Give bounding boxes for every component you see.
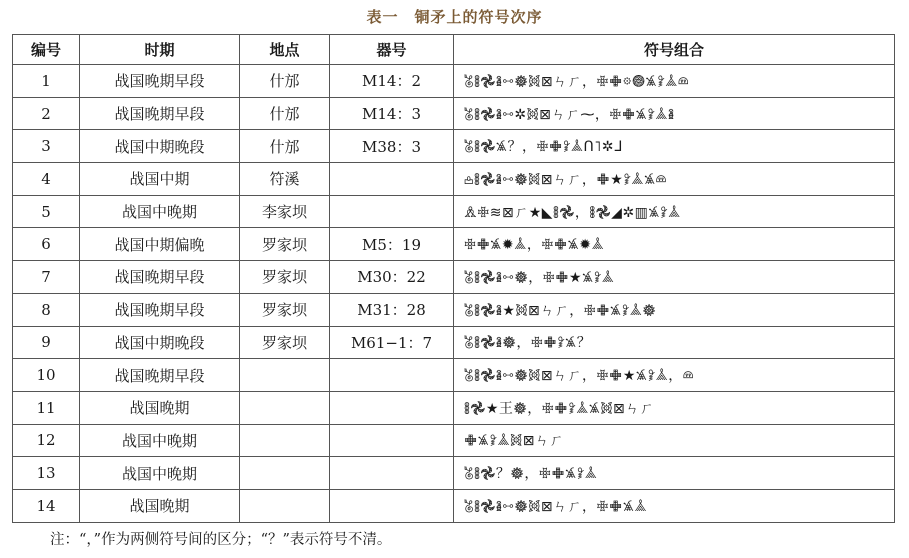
header-row: [13, 35, 895, 65]
header-period: 时期: [80, 35, 240, 65]
row-symbols: 𖡄𖢞𖣘𖡐𖢊𖣔，𖢖𖢒★𖡚𖢦𖣰: [454, 261, 895, 294]
row-item-number: [330, 391, 454, 424]
row-period: 战国晚期: [80, 391, 240, 424]
table-body: [13, 65, 895, 523]
row-place: 李家坝: [240, 195, 330, 228]
table-row: [13, 163, 895, 196]
header-place: 地点: [240, 35, 330, 65]
row-item-number: [330, 457, 454, 490]
row-place: 罗家坝: [240, 293, 330, 326]
table-caption: 表一 铜矛上的符号次序: [366, 8, 543, 26]
row-item-number: [330, 163, 454, 196]
row-item-number: M30：22: [330, 261, 454, 294]
table-row: [13, 326, 895, 359]
row-period: 战国晚期早段: [80, 359, 240, 392]
row-period: 战国中期晚段: [80, 130, 240, 163]
row-item-number: [330, 424, 454, 457]
row-symbols: 𖡄𖢞𖣘𖡐𖢊✲𖡨⊠ㄣㄏ⁓，𖢖𖢒𖡚𖢦𖣰𖡐: [454, 97, 895, 130]
row-number: 5: [13, 195, 80, 228]
row-number: 1: [13, 65, 80, 98]
table-row: [13, 65, 895, 98]
row-item-number: [330, 195, 454, 228]
row-item-number: [330, 489, 454, 522]
header-number: 编号: [13, 35, 80, 65]
row-item-number: M38：3: [330, 130, 454, 163]
row-number: 13: [13, 457, 80, 490]
row-place: [240, 359, 330, 392]
row-number: 6: [13, 228, 80, 261]
row-period: 战国中晚期: [80, 457, 240, 490]
row-place: [240, 424, 330, 457]
row-place: 罗家坝: [240, 261, 330, 294]
row-place: 符溪: [240, 163, 330, 196]
table-row: [13, 359, 895, 392]
row-symbols: 𖢞𖣘★王𖣔，𖢖𖢒𖢦𖣰𖡚𖡨⊠ㄣㄏ: [454, 391, 895, 424]
table-row: [13, 293, 895, 326]
row-symbols: 𖡄𖢞𖣘𖡐𖢊𖣔𖡨⊠ㄣㄏ，𖢖𖢒𖡚𖣰: [454, 489, 895, 522]
row-period: 战国晚期: [80, 489, 240, 522]
row-symbols: 𖡄𖢞𖣘？𖣔，𖢖𖢒𖡚𖢦𖣰: [454, 457, 895, 490]
row-number: 2: [13, 97, 80, 130]
row-place: [240, 391, 330, 424]
header-symbols: 符号组合: [454, 35, 895, 65]
row-symbols: 𖡄𖢞𖣘𖡐𖣔，𖢖𖢒𖢦𖡚？: [454, 326, 895, 359]
row-number: 4: [13, 163, 80, 196]
row-period: 战国晚期早段: [80, 65, 240, 98]
row-item-number: M14：3: [330, 97, 454, 130]
row-symbols: 𖡄𖢞𖣘𖡚？，𖢖𖢒𖢦𖣰ᑎ˥✲ᒧ: [454, 130, 895, 163]
table-row: [13, 457, 895, 490]
row-place: [240, 489, 330, 522]
row-symbols: 𖡝𖢖≋⊠ㄏ★◣𖢞𖣘，𖢞𖣘◢✲▥𖡚𖢦𖣰: [454, 195, 895, 228]
row-place: 罗家坝: [240, 326, 330, 359]
table-row: [13, 424, 895, 457]
row-place: 罗家坝: [240, 228, 330, 261]
row-item-number: M14：2: [330, 65, 454, 98]
row-period: 战国晚期早段: [80, 97, 240, 130]
row-period: 战国中晚期: [80, 195, 240, 228]
row-item-number: M31：28: [330, 293, 454, 326]
table-row: [13, 391, 895, 424]
row-item-number: M61−1：7: [330, 326, 454, 359]
row-place: [240, 457, 330, 490]
row-period: 战国中期晚段: [80, 326, 240, 359]
row-period: 战国中期: [80, 163, 240, 196]
table-row: [13, 97, 895, 130]
row-period: 战国中期偏晚: [80, 228, 240, 261]
footnote: 注：“，”作为两侧符号间的区分；“？”表示符号不清。: [50, 532, 392, 548]
row-symbols: 𖡄𖢞𖣘𖡐𖢊𖣔𖡨⊠ㄣㄏ，𖢖𖢒𖡼𖣐𖡚𖢦𖣰𖡘: [454, 65, 895, 98]
symbol-sequence-table: [12, 34, 895, 523]
row-period: 战国中晚期: [80, 424, 240, 457]
row-place: 什邡: [240, 97, 330, 130]
row-number: 8: [13, 293, 80, 326]
row-place: 什邡: [240, 130, 330, 163]
row-period: 战国晚期早段: [80, 261, 240, 294]
row-symbols: 𖢖𖢒𖡚✹𖣰，𖢖𖢒𖡚✹𖣰: [454, 228, 895, 261]
header-item: 器号: [330, 35, 454, 65]
table-row: [13, 228, 895, 261]
row-number: 11: [13, 391, 80, 424]
row-number: 3: [13, 130, 80, 163]
row-place: 什邡: [240, 65, 330, 98]
row-number: 7: [13, 261, 80, 294]
table-row: [13, 195, 895, 228]
row-symbols: 𖡌𖢞𖣘𖡐𖢊𖣔𖡨⊠ㄣㄏ，𖢒★𖢦𖣰𖡚𖡘: [454, 163, 895, 196]
row-symbols: 𖡄𖢞𖣘𖡐★𖡨⊠ㄣㄏ，𖢖𖢒𖡚𖢦𖣰𖣔: [454, 293, 895, 326]
row-number: 14: [13, 489, 80, 522]
table-row: [13, 489, 895, 522]
row-item-number: M5：19: [330, 228, 454, 261]
row-number: 9: [13, 326, 80, 359]
row-number: 10: [13, 359, 80, 392]
row-symbols: 𖢒𖡚𖢦𖣰𖡨⊠ㄣㄏ: [454, 424, 895, 457]
row-period: 战国晚期早段: [80, 293, 240, 326]
row-number: 12: [13, 424, 80, 457]
row-symbols: 𖡄𖢞𖣘𖡐𖢊𖣔𖡨⊠ㄣㄏ，𖢖𖢒★𖡚𖢦𖣰，𖡘: [454, 359, 895, 392]
table-row: [13, 130, 895, 163]
row-item-number: [330, 359, 454, 392]
table-row: [13, 261, 895, 294]
